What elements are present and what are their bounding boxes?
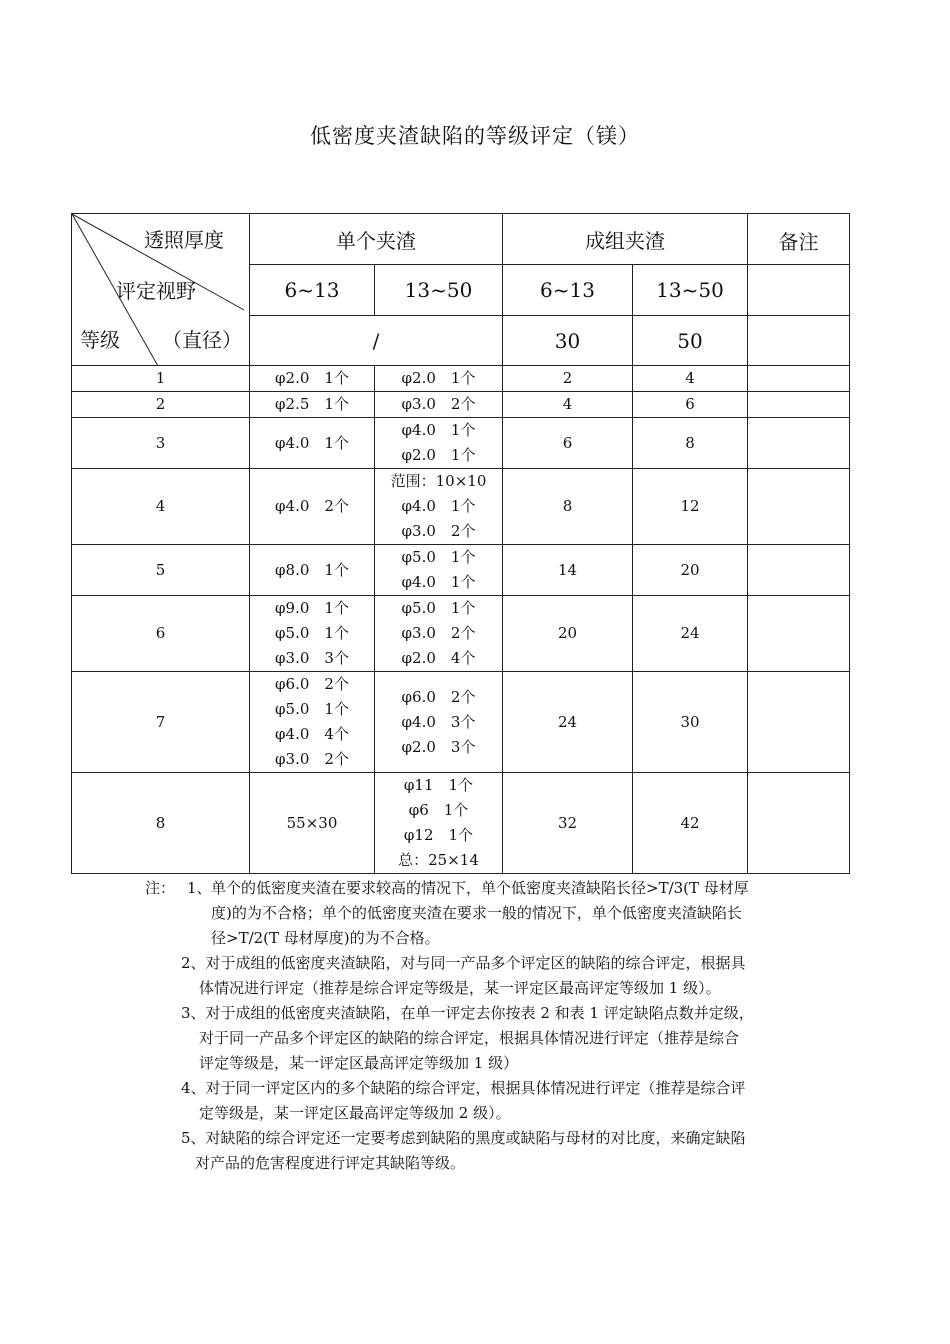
single-13-50-cell [375,672,503,773]
table-row [72,596,850,672]
table-row [72,469,850,545]
single-13-50-cell [375,596,503,672]
cell-line: φ4.0 1个 [401,497,476,515]
note-5-line-2: 对产品的危害程度进行评定其缺陷等级。 [195,1154,466,1172]
remark-cell [748,265,850,316]
cell-line: φ5.0 1个 [275,624,349,642]
cell-line: φ6.0 2个 [401,687,476,706]
cell-line: φ2.0 1个 [401,369,476,387]
header-grade-label: 等级 [80,328,120,352]
table-row [72,773,850,874]
remark-cell [748,316,850,366]
single-6-13-cell [250,545,375,596]
grade-table [71,213,850,874]
group-field-30: 30 [503,316,633,366]
cell-line: φ4.0 1个 [275,433,349,452]
note-1-line-3: 径>T/2(T 母材厚度)的为不合格。 [211,929,440,947]
range-group-13-50: 13~50 [633,265,748,316]
cell-line: φ3.0 2个 [401,624,476,642]
cell-line: φ3.0 2个 [401,395,476,413]
note-2 [145,951,815,1001]
group-6-13-cell: 6 [503,418,633,469]
table-row [72,545,850,596]
grade-cell: 1 [72,366,250,392]
range-single-13-50: 13~50 [375,265,503,316]
range-group-6-13: 6~13 [503,265,633,316]
notes-lead: 注： [145,879,176,897]
remark-cell [748,773,850,874]
note-1-number: 1、 [187,879,212,897]
range-single-6-13: 6~13 [250,265,375,316]
single-13-50-cell [375,418,503,469]
cell-line: φ6 1个 [408,801,469,819]
group-6-13-cell: 20 [503,596,633,672]
single-slag-header: 单个夹渣 [250,214,503,265]
group-6-13-cell: 14 [503,545,633,596]
cell-line: φ12 1个 [403,826,474,844]
cell-line: 总：25×14 [398,851,479,869]
table-row [72,392,850,418]
group-6-13-cell: 32 [503,773,633,874]
note-4-line-2: 定等级是，某一评定区最高评定等级加 2 级）。 [199,1104,511,1122]
grade-cell: 8 [72,773,250,874]
remark-cell [748,418,850,469]
cell-line: φ5.0 1个 [401,599,476,617]
single-6-13-cell [250,418,375,469]
table-row [72,366,850,392]
single-13-50-cell [375,392,503,418]
remark-cell [748,392,850,418]
grade-cell: 6 [72,596,250,672]
single-6-13-cell [250,469,375,545]
note-1-line-1: 单个的低密度夹渣在要求较高的情况下，单个低密度夹渣缺陷长径>T/3(T 母材厚 [211,879,749,897]
cell-line: φ3.0 2个 [275,750,349,768]
group-13-50-cell: 6 [633,392,748,418]
note-1-line-2: 度)的为不合格；单个的低密度夹渣在要求一般的情况下，单个低密度夹渣缺陷长 [211,904,742,922]
remark-cell [748,545,850,596]
note-5-line-1: 5、对缺陷的综合评定还一定要考虑到缺陷的黑度或缺陷与母材的对比度，来确定缺陷 [181,1129,746,1147]
note-5 [145,1126,815,1176]
note-4 [145,1076,815,1126]
diagonal-header-cell [72,214,250,366]
note-1 [145,876,815,951]
single-6-13-cell [250,596,375,672]
single-6-13-cell [250,366,375,392]
header-thickness-label: 透照厚度 [144,228,224,252]
note-3-line-1: 3、对于成组的低密度夹渣缺陷，在单一评定去你按表 2 和表 1 评定缺陷点数并定级， [181,1004,754,1022]
single-13-50-cell [375,545,503,596]
cell-line: 范围：10×10 [390,472,487,490]
group-6-13-cell: 8 [503,469,633,545]
remark-header: 备注 [748,214,850,265]
cell-line: φ4.0 2个 [275,497,349,515]
note-2-line-2: 体情况进行评定（推荐是综合评定等级是，某一评定区最高评定等级加 1 级）。 [199,979,721,997]
header-diameter-label: （直径） [162,328,242,352]
cell-line: φ8.0 1个 [275,560,349,579]
group-slag-header: 成组夹渣 [503,214,748,265]
note-2-line-1: 2、对于成组的低密度夹渣缺陷，对与同一产品多个评定区的缺陷的综合评定，根据具 [181,954,746,972]
cell-line: φ4.0 3个 [401,712,476,731]
group-13-50-cell: 24 [633,596,748,672]
cell-line: φ2.0 3个 [401,737,476,756]
group-13-50-cell: 12 [633,469,748,545]
cell-line: φ2.0 1个 [275,369,349,387]
single-13-50-cell [375,366,503,392]
header-field-label: 评定视野 [116,279,196,303]
cell-line: 55×30 [286,813,338,832]
table-row [72,672,850,773]
cell-line: φ9.0 1个 [275,599,349,617]
cell-line: φ2.0 1个 [401,446,476,464]
single-6-13-cell [250,672,375,773]
cell-line: φ11 1个 [403,776,474,794]
remark-cell [748,469,850,545]
single-13-50-cell [375,469,503,545]
cell-line: φ3.0 3个 [275,649,349,667]
page-title: 低密度夹渣缺陷的等级评定（镁） [310,124,640,148]
single-field-value: / [250,316,503,366]
cell-line: φ3.0 2个 [401,522,476,540]
group-6-13-cell: 4 [503,392,633,418]
cell-line: φ2.0 4个 [401,649,476,667]
remark-cell [748,366,850,392]
grade-cell: 7 [72,672,250,773]
table-row [72,418,850,469]
cell-line: φ5.0 1个 [275,700,349,718]
single-6-13-cell [250,773,375,874]
group-13-50-cell: 30 [633,672,748,773]
group-13-50-cell: 4 [633,366,748,392]
note-3-line-2: 对于同一产品多个评定区的缺陷的综合评定，根据具体情况进行评定（推荐是综合 [199,1029,740,1047]
remark-cell [748,596,850,672]
cell-line: φ2.5 1个 [275,395,349,413]
group-field-50: 50 [633,316,748,366]
note-3-line-3: 评定等级是，某一评定区最高评定等级加 1 级） [199,1054,519,1072]
group-13-50-cell: 42 [633,773,748,874]
note-4-line-1: 4、对于同一评定区内的多个缺陷的综合评定，根据具体情况进行评定（推荐是综合评 [181,1079,746,1097]
grade-cell: 5 [72,545,250,596]
remark-cell [748,672,850,773]
grade-cell: 4 [72,469,250,545]
cell-line: φ4.0 4个 [275,725,349,743]
single-13-50-cell [375,773,503,874]
group-6-13-cell: 24 [503,672,633,773]
notes [145,876,815,1176]
cell-line: φ5.0 1个 [401,548,476,566]
note-3 [145,1001,815,1076]
cell-line: φ4.0 1个 [401,573,476,591]
single-6-13-cell [250,392,375,418]
cell-line: φ6.0 2个 [275,675,349,693]
group-13-50-cell: 20 [633,545,748,596]
group-13-50-cell: 8 [633,418,748,469]
cell-line: φ4.0 1个 [401,421,476,439]
grade-cell: 3 [72,418,250,469]
group-6-13-cell: 2 [503,366,633,392]
grade-cell: 2 [72,392,250,418]
